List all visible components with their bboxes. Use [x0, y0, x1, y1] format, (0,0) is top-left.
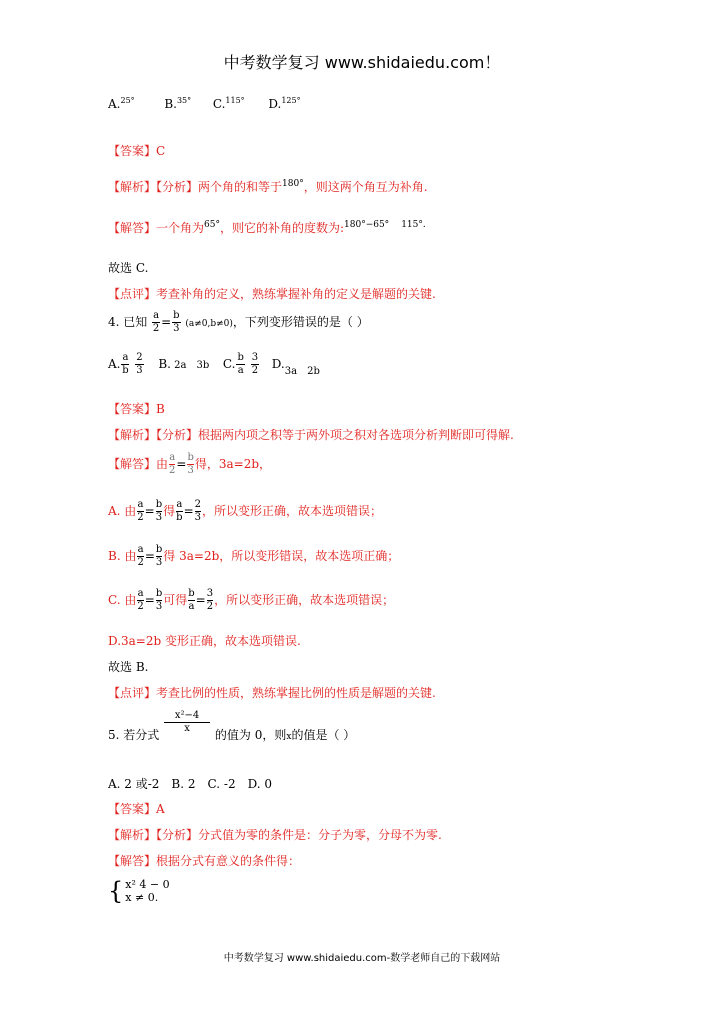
q4-solution: 【解答】由 $\frac{a}{2}$ = $\frac{b}{3}$ 得，3a=2b，	[108, 452, 272, 476]
q3-options	[108, 96, 301, 111]
q4-stem: 4. 已知 $\frac{a}{2}$ = $\frac{b}{3}$ (a≠0,b≠0)，下列变形错误的是（ ）	[108, 310, 369, 334]
q3-option-d: D.$^{125^\circ}$	[268, 96, 301, 111]
page-footer: 中考数学复习 www.shidaiedu.com-数学老师自己的下载网站	[223, 953, 501, 964]
q3-comment: 【点评】考查补角的定义，熟练掌握补角的定义是解题的关键.	[108, 287, 436, 301]
q3-answer: 【答案】C	[108, 144, 166, 158]
brace-symbol: {	[108, 877, 124, 905]
q4-line-d: D.3a=2b 变形正确，故本选项错误.	[108, 634, 301, 648]
fraction-3-over-2: $\frac{3}{2}$	[251, 352, 259, 376]
fraction-x2-4-over-x: $\frac{\text{x²−4}}{x}$	[164, 710, 210, 735]
q4-options: A. $\frac{a}{b}$ $\frac{2}{3}$ B. 2a 3b C. $\frac{b}{a}$ $\frac{3}{2}$ $D._{3a 2b}$	[108, 352, 320, 377]
q4-answer: 【答案】B	[108, 402, 165, 416]
q4-line-c: C. 由 $\frac{a}{2}$ = $\frac{b}{3}$ 可得 $\frac{b}{a}$ = $\frac{3}{2}$ ，所以变形正确，故本选项错误；	[108, 588, 395, 612]
q4-line-b: B. 由 $\frac{a}{2}$ = $\frac{b}{3}$ 得 3a=2b，所以变形错误，故本选项正确；	[108, 544, 400, 568]
q4-comment: 【点评】考查比例的性质，熟练掌握比例的性质是解题的关键.	[108, 686, 436, 700]
system-line-2: x ≠ 0.	[125, 891, 159, 904]
q3-option-a: A.$^{25^\circ}$	[108, 96, 135, 111]
fraction-a-over-2: $\frac{a}{2}$	[152, 310, 160, 334]
q4-line-a: A. 由 $\frac{a}{2}$ = $\frac{b}{3}$ 得 $\frac{a}{b}$ = $\frac{2}{3}$ ，所以变形正确，故本选项错误；	[108, 499, 383, 523]
q3-solution: 【解答】一个角为$^{65^\circ}$，则它的补角的度数为:$^{180^\circ-65^\circ}$ $^{115^\circ.}$	[108, 220, 426, 235]
fraction-b-over-3: $\frac{b}{3}$	[173, 310, 180, 334]
q4-choose: 故选 B.	[108, 660, 149, 674]
system-line-1: x² 4 − 0	[125, 878, 170, 891]
q5-analysis: 【解析】【分析】分式值为零的条件是：分子为零，分母不为零.	[108, 828, 442, 842]
page-header: 中考数学复习 www.shidaiedu.com！	[223, 53, 501, 72]
q3-analysis: 【解析】【分析】两个角的和等于$^{180^\circ}$，则这两个角互为补角.	[108, 179, 428, 194]
q3-choose: 故选 C.	[108, 261, 149, 275]
q3-option-c: C.$^{115^\circ}$	[212, 96, 245, 111]
q3-option-b: B.$^{35^\circ}$	[164, 96, 192, 111]
fraction-a-over-b: $\frac{a}{b}$	[122, 352, 129, 376]
q5-answer: 【答案】A	[108, 802, 165, 816]
q5-system	[108, 878, 170, 904]
q5-options: A. 2 或-2 B. 2 C. -2 D. 0	[108, 777, 273, 791]
q5-solution: 【解答】根据分式有意义的条件得：	[108, 854, 301, 868]
fraction-b-over-a: $\frac{b}{a}$	[237, 352, 244, 376]
fraction-2-over-3: $\frac{2}{3}$	[136, 352, 143, 376]
q5-stem: 5. 若分式 $\frac{\text{x²−4}}{x}$ 的值为 0，则x的值是（ ）	[108, 710, 356, 742]
q4-analysis: 【解析】【分析】根据两内项之积等于两外项之积对各选项分析判断即可得解.	[108, 428, 514, 442]
